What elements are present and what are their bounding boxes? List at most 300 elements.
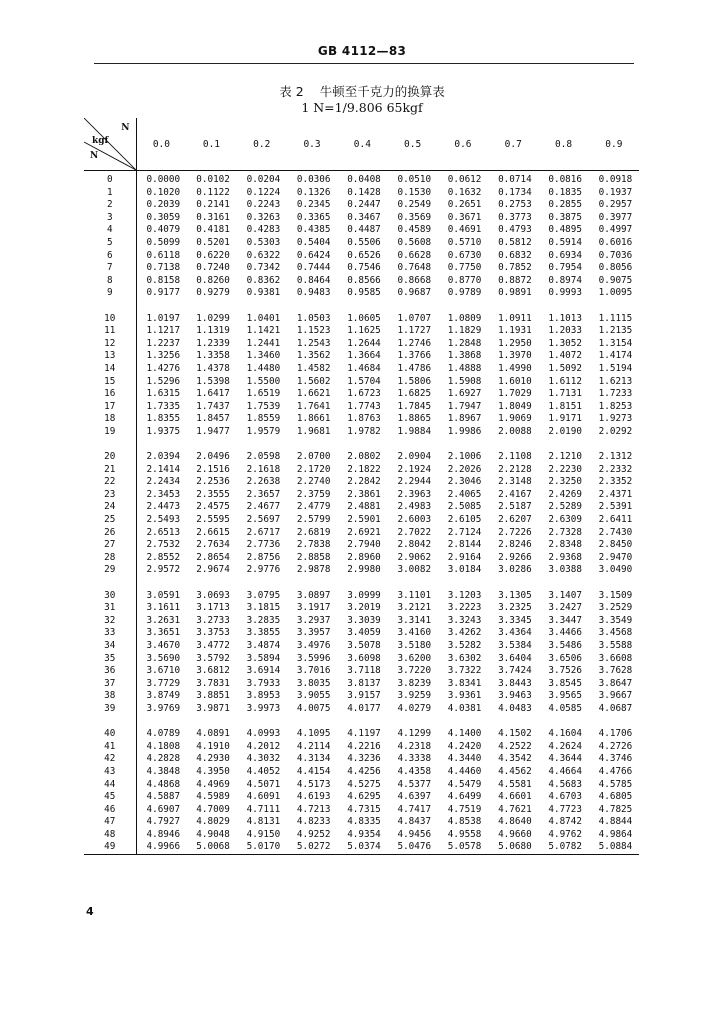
kgf-value-cell: 4.4358 — [397, 765, 432, 777]
kgf-value-cell: 3.6506 — [548, 652, 582, 664]
kgf-value-cell: 1.2033 — [548, 325, 582, 337]
kgf-value-cell: 4.4969 — [196, 778, 230, 790]
kgf-value-cell: 2.9062 — [397, 551, 432, 563]
kgf-value-cell: 0.0918 — [598, 174, 633, 185]
kgf-value-cell: 2.3555 — [196, 488, 230, 500]
kgf-value-cell: 1.2135 — [598, 325, 633, 337]
kgf-value-cell: 1.3766 — [397, 350, 432, 362]
newton-value-cell: 3 — [84, 212, 136, 225]
kgf-value-cell: 3.3753 — [196, 627, 230, 639]
table-row — [84, 275, 639, 288]
kgf-value-cell: 3.2121 — [397, 602, 432, 614]
kgf-value-cell: 4.7009 — [196, 803, 230, 815]
kgf-value-cell: 4.5275 — [347, 778, 381, 790]
kgf-value-cell: 0.6730 — [447, 249, 482, 261]
kgf-value-cell: 1.5704 — [347, 375, 381, 387]
kgf-value-cell: 1.0503 — [296, 312, 331, 324]
kgf-value-cell: 4.4766 — [598, 765, 633, 777]
kgf-value-cell: 0.8362 — [246, 274, 281, 286]
table-row — [84, 841, 639, 854]
kgf-value-cell: 4.8335 — [347, 816, 381, 828]
kgf-value-cell: 0.9075 — [598, 274, 633, 286]
kgf-value-cell: 3.2325 — [498, 602, 532, 614]
spacer-cell — [84, 300, 136, 313]
newton-value-cell: 16 — [84, 388, 136, 401]
kgf-value-cell: 4.1299 — [397, 728, 432, 740]
kgf-value-cell: 2.9980 — [347, 564, 381, 576]
kgf-value-cell: 2.3352 — [598, 476, 633, 488]
newton-value-cell: 38 — [84, 690, 136, 703]
kgf-value-cell: 4.1808 — [146, 740, 181, 752]
kgf-value-cell: 1.6927 — [447, 388, 482, 400]
kgf-value-cell: 2.5697 — [246, 514, 281, 526]
kgf-value-cell: 4.9864 — [598, 828, 633, 840]
kgf-value-cell: 2.1312 — [598, 451, 633, 463]
kgf-value-cell: 2.7226 — [498, 526, 532, 538]
kgf-value-cell: 3.7118 — [347, 665, 381, 677]
newton-value-cell: 34 — [84, 640, 136, 653]
kgf-value-cell: 2.5391 — [598, 501, 633, 513]
newton-value-cell: 0 — [84, 171, 136, 187]
kgf-value-cell: 0.5608 — [397, 236, 432, 248]
kgf-value-cell: 2.4677 — [246, 501, 281, 513]
newton-value-cell: 49 — [84, 841, 136, 854]
newton-value-cell: 29 — [84, 564, 136, 577]
kgf-value-cell: 3.0897 — [296, 589, 331, 601]
kgf-value-cell: 2.1516 — [196, 463, 230, 475]
kgf-value-cell: 2.3759 — [296, 488, 331, 500]
kgf-value-cell: 2.0496 — [196, 451, 230, 463]
kgf-value-cell: 0.2345 — [296, 199, 331, 211]
kgf-value-cell: 4.7825 — [598, 803, 633, 815]
kgf-value-cell: 2.6309 — [548, 514, 582, 526]
kgf-value-cell: 0.3569 — [397, 211, 432, 223]
newton-value-cell: 40 — [84, 728, 136, 741]
kgf-value-cell: 1.0299 — [196, 312, 230, 324]
kgf-value-cell: 4.2930 — [196, 753, 230, 765]
newton-value-cell: 9 — [84, 287, 136, 300]
kgf-value-cell: 1.1217 — [146, 325, 181, 337]
kgf-value-cell: 3.5486 — [548, 639, 582, 651]
kgf-value-cell: 1.3358 — [196, 350, 230, 362]
kgf-value-cell: 0.2243 — [246, 199, 281, 211]
kgf-value-cell: 3.6098 — [347, 652, 381, 664]
table-row — [84, 703, 639, 716]
newton-value-cell: 30 — [84, 590, 136, 603]
table-row — [84, 791, 639, 804]
newton-value-cell: 2 — [84, 199, 136, 212]
kgf-value-cell: 0.3875 — [548, 211, 582, 223]
kgf-value-cell: 3.9973 — [246, 702, 281, 714]
kgf-value-cell: 0.7240 — [196, 262, 230, 274]
kgf-value-cell: 2.4269 — [548, 488, 582, 500]
kgf-value-cell: 2.3657 — [246, 488, 281, 500]
kgf-value-cell: 0.9279 — [196, 287, 230, 299]
kgf-value-cell: 2.7124 — [447, 526, 482, 538]
newton-value-cell: 24 — [84, 501, 136, 514]
kgf-value-cell: 5.0680 — [488, 841, 538, 854]
kgf-value-cell: 3.6200 — [397, 652, 432, 664]
newton-value-cell: 13 — [84, 350, 136, 363]
kgf-value-cell: 4.1706 — [598, 728, 633, 740]
newton-value-cell: 43 — [84, 766, 136, 779]
kgf-value-cell: 4.3644 — [548, 753, 582, 765]
kgf-value-cell: 3.6302 — [447, 652, 482, 664]
kgf-value-cell: 2.3963 — [397, 488, 432, 500]
kgf-value-cell: 3.5894 — [246, 652, 281, 664]
kgf-value-cell: 3.7424 — [498, 665, 532, 677]
kgf-value-cell: 1.3970 — [498, 350, 532, 362]
kgf-value-cell: 3.2427 — [548, 602, 582, 614]
newton-value-cell: 20 — [84, 451, 136, 464]
kgf-value-cell: 1.8253 — [598, 400, 633, 412]
kgf-value-cell: 2.4167 — [498, 488, 532, 500]
kgf-value-cell: 2.7940 — [347, 539, 381, 551]
kgf-value-cell: 1.9884 — [397, 425, 432, 437]
kgf-value-cell: 1.9171 — [548, 413, 582, 425]
kgf-value-cell: 4.9966 — [136, 841, 186, 854]
kgf-value-cell: 3.1509 — [598, 589, 633, 601]
kgf-value-cell: 2.6411 — [598, 514, 633, 526]
kgf-value-cell: 3.6914 — [246, 665, 281, 677]
kgf-value-cell: 0.7444 — [296, 262, 331, 274]
kgf-value-cell: 3.9871 — [196, 702, 230, 714]
kgf-value-cell: 0.5303 — [246, 236, 281, 248]
kgf-value-cell: 3.9667 — [598, 690, 633, 702]
newton-value-cell: 41 — [84, 741, 136, 754]
kgf-value-cell: 0.0204 — [246, 174, 281, 185]
kgf-value-cell: 2.3861 — [347, 488, 381, 500]
kgf-value-cell: 3.7831 — [196, 677, 230, 689]
kgf-value-cell: 0.3059 — [146, 211, 181, 223]
kgf-value-cell: 5.0578 — [438, 841, 488, 854]
kgf-value-cell: 1.6621 — [296, 388, 331, 400]
table-row — [84, 350, 639, 363]
table-title: 牛顿至千克力的换算表 — [319, 84, 445, 99]
table-row — [84, 741, 639, 754]
kgf-value-cell: 1.6825 — [397, 388, 432, 400]
kgf-value-cell: 2.1414 — [146, 463, 181, 475]
table-row — [84, 401, 639, 414]
kgf-value-cell: 1.8661 — [296, 413, 331, 425]
table-row — [84, 804, 639, 817]
kgf-value-cell: 2.2026 — [447, 463, 482, 475]
newton-value-cell: 7 — [84, 262, 136, 275]
kgf-value-cell: 0.8464 — [296, 274, 331, 286]
table-row — [84, 464, 639, 477]
kgf-value-cell: 1.6112 — [548, 375, 582, 387]
kgf-value-cell: 0.8974 — [548, 274, 582, 286]
kgf-value-cell: 3.2835 — [246, 614, 281, 626]
kgf-value-cell: 3.4466 — [548, 627, 582, 639]
kgf-value-cell: 3.8443 — [498, 677, 532, 689]
newton-value-cell: 27 — [84, 539, 136, 552]
kgf-value-cell: 3.1407 — [548, 589, 582, 601]
newton-value-cell: 39 — [84, 703, 136, 716]
kgf-value-cell: 0.3467 — [347, 211, 381, 223]
kgf-value-cell: 0.9993 — [548, 287, 582, 299]
kgf-value-cell: 3.1305 — [498, 589, 532, 601]
spacer-cell — [84, 716, 136, 729]
kgf-value-cell: 3.3039 — [347, 614, 381, 626]
kgf-value-cell: 4.7621 — [498, 803, 532, 815]
kgf-value-cell: 2.9164 — [447, 551, 482, 563]
spacer-cell — [136, 716, 639, 729]
kgf-value-cell: 0.5710 — [447, 236, 482, 248]
kgf-value-cell: 3.2631 — [146, 614, 181, 626]
kgf-value-cell: 1.0197 — [146, 312, 181, 324]
header-rule — [94, 63, 634, 64]
kgf-value-cell: 5.0374 — [337, 841, 387, 854]
table-row — [84, 451, 639, 464]
kgf-value-cell: 4.1400 — [447, 728, 482, 740]
kgf-value-cell: 3.7322 — [447, 665, 482, 677]
newton-value-cell: 17 — [84, 401, 136, 414]
kgf-value-cell: 4.8844 — [598, 816, 633, 828]
kgf-value-cell: 0.7852 — [498, 262, 532, 274]
newton-value-cell: 37 — [84, 678, 136, 691]
table-row — [84, 602, 639, 615]
kgf-value-cell: 1.2950 — [498, 337, 532, 349]
column-header: 0.4 — [337, 118, 387, 171]
kgf-value-cell: 0.1835 — [548, 186, 582, 198]
kgf-value-cell: 2.5901 — [347, 514, 381, 526]
table-row — [84, 728, 639, 741]
kgf-value-cell: 3.3243 — [447, 614, 482, 626]
kgf-value-cell: 4.9762 — [548, 828, 582, 840]
kgf-value-cell: 3.1611 — [146, 602, 181, 614]
kgf-value-cell: 3.5282 — [447, 639, 482, 651]
table-row — [84, 413, 639, 426]
kgf-value-cell: 4.5581 — [498, 778, 532, 790]
newton-value-cell: 22 — [84, 476, 136, 489]
kgf-value-cell: 3.6812 — [196, 665, 230, 677]
kgf-value-cell: 1.1625 — [347, 325, 381, 337]
kgf-value-cell: 3.4364 — [498, 627, 532, 639]
kgf-value-cell: 4.2726 — [598, 740, 633, 752]
newton-value-cell: 48 — [84, 829, 136, 842]
kgf-value-cell: 3.8137 — [347, 677, 381, 689]
kgf-value-cell: 1.5500 — [246, 375, 281, 387]
kgf-value-cell: 2.8552 — [146, 551, 181, 563]
newton-value-cell: 35 — [84, 653, 136, 666]
kgf-value-cell: 0.5201 — [196, 236, 230, 248]
kgf-value-cell: 0.1224 — [246, 186, 281, 198]
kgf-value-cell: 4.5989 — [196, 791, 230, 803]
kgf-value-cell: 2.2638 — [246, 476, 281, 488]
kgf-value-cell: 2.6003 — [397, 514, 432, 526]
kgf-value-cell: 3.1815 — [246, 602, 281, 614]
kgf-value-cell: 4.9354 — [347, 828, 381, 840]
kgf-value-cell: 4.8029 — [196, 816, 230, 828]
kgf-value-cell: 2.3046 — [447, 476, 482, 488]
kgf-value-cell: 3.8035 — [296, 677, 331, 689]
kgf-value-cell: 2.4575 — [196, 501, 230, 513]
kgf-value-cell: 1.0911 — [498, 312, 532, 324]
kgf-value-cell: 0.7342 — [246, 262, 281, 274]
kgf-value-cell: 1.5092 — [548, 362, 582, 374]
kgf-value-cell: 1.9681 — [296, 425, 331, 437]
kgf-value-cell: 0.8566 — [347, 274, 381, 286]
kgf-value-cell: 1.7743 — [347, 400, 381, 412]
kgf-value-cell: 3.5588 — [598, 639, 633, 651]
kgf-value-cell: 0.8158 — [146, 274, 181, 286]
newton-value-cell: 23 — [84, 489, 136, 502]
kgf-value-cell: 5.0476 — [387, 841, 437, 854]
kgf-value-cell: 2.2230 — [548, 463, 582, 475]
kgf-value-cell: 4.5887 — [146, 791, 181, 803]
kgf-value-cell: 0.5099 — [146, 236, 181, 248]
kgf-value-cell: 3.7933 — [246, 677, 281, 689]
kgf-value-cell: 2.6207 — [498, 514, 532, 526]
kgf-value-cell: 0.4793 — [498, 224, 532, 236]
table-row — [84, 640, 639, 653]
kgf-value-cell: 1.0707 — [397, 312, 432, 324]
kgf-value-cell: 3.0795 — [246, 589, 281, 601]
kgf-value-cell: 3.5690 — [146, 652, 181, 664]
conversion-formula: 1 N=1/9.806 65kgf — [301, 100, 423, 115]
newton-value-cell: 21 — [84, 464, 136, 477]
kgf-value-cell: 3.3855 — [246, 627, 281, 639]
kgf-value-cell: 2.2740 — [296, 476, 331, 488]
spacer-cell — [84, 577, 136, 590]
kgf-value-cell: 4.9558 — [447, 828, 482, 840]
kgf-value-cell: 4.2420 — [447, 740, 482, 752]
kgf-value-cell: 0.1734 — [498, 186, 532, 198]
kgf-value-cell: 3.2223 — [447, 602, 482, 614]
kgf-value-cell: 0.3977 — [598, 211, 633, 223]
kgf-value-cell: 0.4385 — [296, 224, 331, 236]
column-header: 0.9 — [589, 118, 639, 171]
table-row — [84, 237, 639, 250]
kgf-value-cell: 4.7417 — [397, 803, 432, 815]
kgf-value-cell: 0.7138 — [146, 262, 181, 274]
kgf-value-cell: 1.3868 — [447, 350, 482, 362]
newton-value-cell: 45 — [84, 791, 136, 804]
kgf-value-cell: 0.3263 — [246, 211, 281, 223]
kgf-value-cell: 1.7641 — [296, 400, 331, 412]
corner-n-top: N — [121, 123, 130, 133]
kgf-value-cell: 1.1115 — [598, 312, 633, 324]
kgf-value-cell: 3.9361 — [447, 690, 482, 702]
kgf-value-cell: 2.2944 — [397, 476, 432, 488]
kgf-value-cell: 4.3440 — [447, 753, 482, 765]
kgf-value-cell: 0.9891 — [498, 287, 532, 299]
kgf-value-cell: 0.6526 — [347, 249, 381, 261]
kgf-value-cell: 0.2855 — [548, 199, 582, 211]
kgf-value-cell: 1.5296 — [146, 375, 181, 387]
newton-value-cell: 8 — [84, 275, 136, 288]
kgf-value-cell: 3.4976 — [296, 639, 331, 651]
kgf-value-cell: 0.0816 — [548, 174, 582, 185]
column-header: 0.2 — [237, 118, 287, 171]
kgf-value-cell: 0.0612 — [447, 174, 482, 185]
kgf-value-cell: 2.2842 — [347, 476, 381, 488]
kgf-value-cell: 2.8144 — [447, 539, 482, 551]
kgf-value-cell: 2.2434 — [146, 476, 181, 488]
kgf-value-cell: 3.3447 — [548, 614, 582, 626]
kgf-value-cell: 1.3052 — [548, 337, 582, 349]
kgf-value-cell: 4.6907 — [146, 803, 181, 815]
kgf-value-cell: 0.8770 — [447, 274, 482, 286]
kgf-value-cell: 1.2746 — [397, 337, 432, 349]
newton-value-cell: 47 — [84, 816, 136, 829]
kgf-value-cell: 5.0170 — [237, 841, 287, 854]
kgf-value-cell: 4.9660 — [498, 828, 532, 840]
kgf-value-cell: 0.6934 — [548, 249, 582, 261]
newton-value-cell: 14 — [84, 363, 136, 376]
kgf-value-cell: 2.7634 — [196, 539, 230, 551]
kgf-value-cell: 4.6397 — [397, 791, 432, 803]
kgf-value-cell: 4.9456 — [397, 828, 432, 840]
kgf-value-cell: 1.7845 — [397, 400, 432, 412]
kgf-value-cell: 0.1632 — [447, 186, 482, 198]
kgf-value-cell: 0.2039 — [146, 199, 181, 211]
table-row — [84, 187, 639, 200]
table-row — [84, 388, 639, 401]
kgf-value-cell: 1.3154 — [598, 337, 633, 349]
kgf-value-cell: 4.2216 — [347, 740, 381, 752]
kgf-value-cell: 3.0490 — [598, 564, 633, 576]
table-row — [84, 665, 639, 678]
kgf-value-cell: 2.4779 — [296, 501, 331, 513]
kgf-value-cell: 3.4568 — [598, 627, 633, 639]
kgf-value-cell: 4.1197 — [347, 728, 381, 740]
kgf-value-cell: 0.9483 — [296, 287, 331, 299]
kgf-value-cell: 0.4283 — [246, 224, 281, 236]
kgf-value-cell: 2.8858 — [296, 551, 331, 563]
kgf-value-cell: 0.6118 — [146, 249, 181, 261]
kgf-value-cell: 4.6091 — [246, 791, 281, 803]
table-row — [84, 224, 639, 237]
column-header: 0.8 — [538, 118, 588, 171]
kgf-value-cell: 1.5806 — [397, 375, 432, 387]
kgf-value-cell: 1.4990 — [498, 362, 532, 374]
kgf-value-cell: 3.1101 — [397, 589, 432, 601]
table-row — [84, 313, 639, 326]
conversion-table — [84, 118, 639, 855]
kgf-value-cell: 1.6723 — [347, 388, 381, 400]
kgf-value-cell: 4.8946 — [146, 828, 181, 840]
kgf-value-cell: 1.0809 — [447, 312, 482, 324]
kgf-value-cell: 3.8749 — [146, 690, 181, 702]
kgf-value-cell: 2.8960 — [347, 551, 381, 563]
kgf-value-cell: 0.4691 — [447, 224, 482, 236]
kgf-value-cell: 3.0286 — [498, 564, 532, 576]
kgf-value-cell: 3.3549 — [598, 614, 633, 626]
kgf-value-cell: 4.4154 — [296, 765, 331, 777]
kgf-value-cell: 4.1502 — [498, 728, 532, 740]
kgf-value-cell: 2.9470 — [598, 551, 633, 563]
kgf-value-cell: 1.8049 — [498, 400, 532, 412]
kgf-value-cell: 1.4582 — [296, 362, 331, 374]
corner-kgf: kgf — [92, 136, 109, 146]
kgf-value-cell: 0.2549 — [397, 199, 432, 211]
kgf-value-cell: 2.1210 — [548, 451, 582, 463]
kgf-value-cell: 2.6105 — [447, 514, 482, 526]
kgf-value-cell: 2.7532 — [146, 539, 181, 551]
kgf-value-cell: 2.6513 — [146, 526, 181, 538]
kgf-value-cell: 4.2012 — [246, 740, 281, 752]
kgf-value-cell: 2.3250 — [548, 476, 582, 488]
kgf-value-cell: 4.8640 — [498, 816, 532, 828]
kgf-value-cell: 2.5187 — [498, 501, 532, 513]
kgf-value-cell: 0.2447 — [347, 199, 381, 211]
kgf-value-cell: 1.6010 — [498, 375, 532, 387]
kgf-value-cell: 4.6193 — [296, 791, 331, 803]
kgf-value-cell: 4.5479 — [447, 778, 482, 790]
kgf-value-cell: 1.6315 — [146, 388, 181, 400]
